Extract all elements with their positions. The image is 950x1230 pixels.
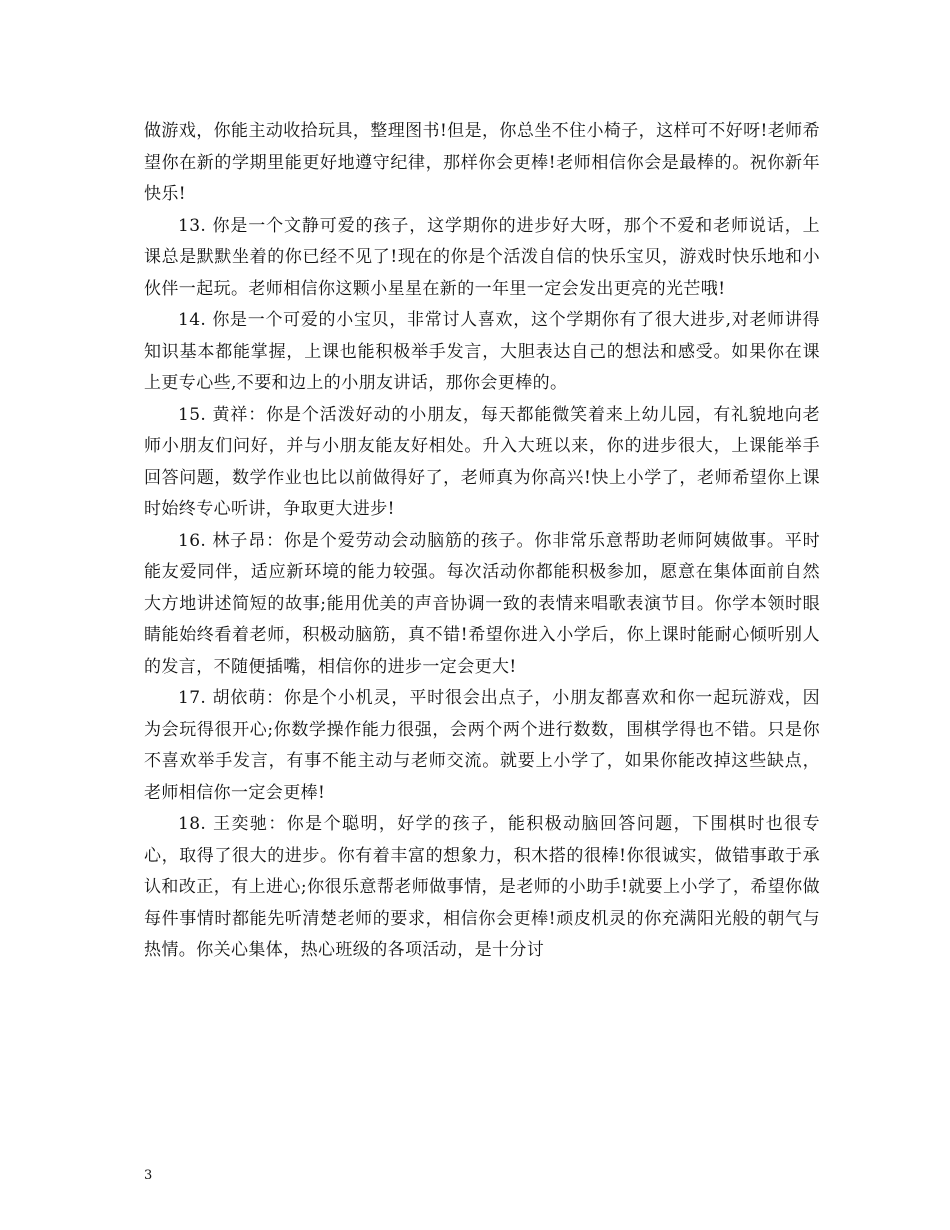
paragraph-item-15: 15. 黄祥：你是个活泼好动的小朋友，每天都能微笑着来上幼儿园，有礼貌地向老师小朋友们问好，并与小朋友能友好相处。升入大班以来，你的进步很大，上课能举手回答问题，数学作业也比以前做得好了，老师真为你高兴!快上小学了，老师希望你上课时始终专心听讲，争取更大进步! <box>144 404 820 519</box>
paragraph-item-18: 18. 王奕驰：你是个聪明，好学的孩子，能积极动脑回答问题，下围棋时也很专心，取得了很大的进步。你有着丰富的想象力，积木搭的很棒!你很诚实，做错事敢于承认和改正，有上进心;你很乐意帮老师做事情，是老师的小助手!就要上小学了，希望你做每件事情时都能先听清楚老师的要求，相信你会更棒!顽皮机灵的你充满阳光般的朝气与热情。你关心集体，热心班级的各项活动，是十分讨 <box>144 814 820 960</box>
paragraph-continuation: 做游戏，你能主动收拾玩具，整理图书!但是，你总坐不住小椅子，这样可不好呀!老师希望你在新的学期里能更好地遵守纪律，那样你会更棒!老师相信你会是最棒的。祝你新年快乐! <box>144 121 820 204</box>
paragraph-item-16: 16. 林子昂：你是个爱劳动会动脑筋的孩子。你非常乐意帮助老师阿姨做事。平时能友爱同伴，适应新环境的能力较强。每次活动你都能积极参加，愿意在集体面前自然大方地讲述简短的故事;能用优美的声音协调一致的表情来唱歌表演节目。你学本领时眼睛能始终看着老师，积极动脑筋，真不错!希望你进入小学后，你上课时能耐心倾听别人的发言，不随便插嘴，相信你的进步一定会更大! <box>144 530 820 677</box>
paragraph-item-13: 13. 你是一个文静可爱的孩子，这学期你的进步好大呀，那个不爱和老师说话，上课总是默默坐着的你已经不见了!现在的你是个活泼自信的快乐宝贝，游戏时快乐地和小伙伴一起玩。老师相信你这颗小星星在新的一年里一定会发出更亮的光芒哦! <box>144 215 820 299</box>
paragraph-item-17: 17. 胡依萌：你是个小机灵，平时很会出点子，小朋友都喜欢和你一起玩游戏，因为会玩得很开心;你数学操作能力很强，会两个两个进行数数，围棋学得也不错。只是你不喜欢举手发言，有事不能主动与老师交流。就要上小学了，如果你能改掉这些缺点，老师相信你一定会更棒! <box>144 688 820 803</box>
page-number: 3 <box>144 1168 153 1183</box>
document-body <box>144 116 820 967</box>
paragraph-item-14: 14. 你是一个可爱的小宝贝，非常讨人喜欢，这个学期你有了很大进步,对老师讲得知识基本都能掌握，上课也能积极举手发言，大胆表达自己的想法和感受。如果你在课上更专心些,不要和边上的小朋友讲话，那你会更棒的。 <box>144 310 820 393</box>
